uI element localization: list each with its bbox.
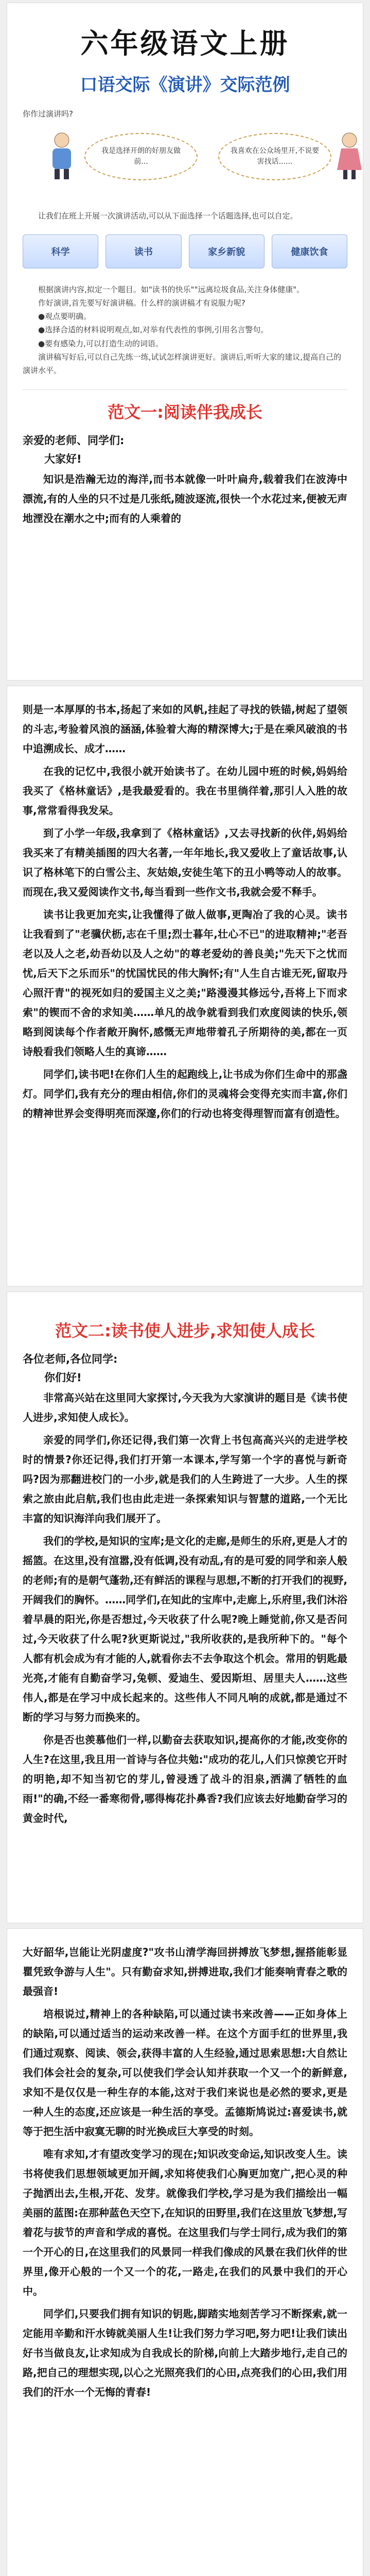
speech-bubble-left: 我是选择开朗的好朋友做前...	[84, 133, 198, 180]
question-text: 你作过演讲吗?	[23, 109, 73, 118]
page-card-3	[7, 1292, 363, 1923]
essay-2-paragraph: 你是否也羡慕他们一样,以勤奋去获取知识,提高你的才能,改变你的人生?在这里,我且用一首诗与各位共勉:"成功的花儿,人们只惊羡它开时的明艳,却不知当初它的芽儿,曾浸透了战斗的泪泉,洒满了牺牲的血雨!"的确,不经一番寒彻骨,哪得梅花扑鼻香?我们应该去好地勤奋学习的黄金时代,	[23, 1734, 347, 1824]
essay-1-title: 范文一:阅读伴我成长	[23, 389, 347, 423]
essay-2-salute: 各位老师,各位同学:	[23, 1353, 118, 1365]
page-card-2	[7, 686, 363, 1286]
essay-2-paragraph: 我们的学校,是知识的宝库;是文化的走廊,是师生的乐府,更是人才的摇篮。在这里,没有渲嚣,没有低调,没有动乱,有的是可爱的同学和亲人般的老师;有的是朝气蓬勃,还有鲜活的课程与思想,不断的打开我们的视野,开阔我们的胸怀。……同学们,在知此的宝库中,走廊上,乐府里,我们沐浴着早晨的阳光,你是否想过,今天收获了什么呢?晚上睡觉前,你又是否问过,今天收获了什么呢?狄更斯说过,"我所收获的,是我所种下的。"每个人都有机会成为有才能的人,就看你去不去争取这个机会。常用的钥匙最光亮,才能有自勤奋学习,兔顿、爱迪生、爱因斯坦、居里夫人……这些伟人,都是在学习中成长起来的。这些伟人不同凡响的成就,都是通过不断的学习与努力而换来的。	[23, 1535, 347, 1723]
topic-hometown: 家乡新貌	[189, 234, 265, 268]
essay-2-title: 范文二:读书使人进步,求知使人成长	[55, 1321, 315, 1341]
essay-1-paragraph: 同学们,读书吧!在你们人生的起跑线上,让书成为你们生命中的那盏灯。同学们,我有充分的理由相信,你们的灵魂将会变得充实而丰富,你们的精神世界会变得明亮而深邃,你们的行动也将变得理智而富有创造性。	[23, 1068, 347, 1120]
intro-text-4: 演讲稿写好后,可以自己先练一练,试试怎样演讲更好。演讲后,听听大家的建议,提高自己的演讲水平。	[23, 352, 342, 375]
essay-1-salute: 亲爱的老师、同学们:	[23, 434, 125, 447]
essay-2-paragraph: 亲爱的同学们,你还记得,我们第一次背上书包高高兴兴的走进学校时的情景?你还记得,我们打开第一本课本,学写第一个字的喜悦与新奇吗?因为那翻进校门的一小步,就是我们的人生跨进了一大步。人生的探索之旅由此启航,我们也由此走进一条探索知识与智慧的道路,一个无比丰富的知识海洋向我们展开了。	[23, 1434, 347, 1524]
page-card-1	[7, 3, 363, 680]
tip-2: ●要有感染力,可以打造生动的词语。	[38, 338, 163, 348]
page-subtitle: 口语交际《演讲》交际范例	[80, 75, 290, 95]
topic-list	[23, 234, 347, 268]
girl-illustration	[334, 131, 363, 180]
illustration-bubbles	[23, 127, 347, 199]
essay-2-greeting: 你们好!	[44, 1371, 82, 1384]
page-title: 六年级语文上册	[80, 27, 290, 60]
page-card-4	[7, 1929, 363, 2576]
speech-bubble-right: 我喜欢在公众场里开,不说要害找话......	[218, 133, 331, 180]
essay-2-paragraph: 同学们,只要我们拥有知识的钥匙,脚踏实地刻苦学习不断探索,就一定能用辛勤和汗水铸就美丽人生!让我们努力学习吧,努力吧!让我们读出好书当做良友,让求知成为自我成长的阶梯,向前上大踏步地行,走自己的路,把自己的理想实现,以心之光照亮我们的心田,点亮我们的心田,我们用我们的汗水一个无悔的青春!	[23, 2308, 347, 2398]
essay-1-paragraph: 知识是浩瀚无边的海洋,而书本就像一叶叶扁舟,载着我们在波涛中漂流,有的人坐的只不过是几张纸,随波逐流,很快一个水花过来,便被无声地湮没在潮水之中;而有的人乘着的	[23, 473, 347, 525]
topic-science: 科学	[23, 234, 98, 268]
intro-text-2: 根据演讲内容,拟定一个题目。如"读书的快乐""远离垃圾食品,关注身体健康"。	[38, 284, 305, 294]
essay-1-paragraph: 在我的记忆中,我很小就开始读书了。在幼儿园中班的时候,妈妈给我买了《格林童话》,是我最爱看的。我在书里徜徉着,那引人入胜的故事,常常看得我发呆。	[23, 765, 347, 817]
topic-diet: 健康饮食	[272, 234, 347, 268]
essay-2-paragraph: 唯有求知,才有望改变学习的现在;知识改变命运,知识改变人生。读书将使我们思想领域更加开阔,求知将使我们心胸更加宽广,把心灵的种子抛洒出去,生根,开花、发芽。就像我们学校,学习是为我们描绘出一幅美丽的蓝图:在那种蓝色天空下,在知识的田野里,我们在这里放飞梦想,写着花与拔节的声音和学成的喜悦。在这里我们与学士同行,成为我们的第一个开心的日,在这里我们的风景同一样我们像成的风景在我们伙伴的世界里,像开心般的一个又一个的花,一路走,在我们的风景中我们的开心中。	[23, 2148, 347, 2297]
boy-illustration	[46, 131, 77, 180]
essay-2-paragraph: 大好韶华,岂能让光阴虚度?"攻书山清学海回拼搏放飞梦想,握搭能彰显瞿凭致争游与人生"。只有勤奋求知,拼搏进取,我们才能奏响青春之歌的最强音!	[23, 1946, 347, 1997]
tip-title: ●观点要明确。	[38, 312, 92, 321]
intro-text-3: 作好演讲,首先要写好演讲稿。什么样的演讲稿才有说服力呢?	[38, 298, 245, 308]
essay-1-paragraph: 读书让我更加充实,让我懂得了做人做事,更陶冶了我的心灵。读书让我看到了"老骥伏枥,志在千里;烈士暮年,壮心不已"的进取精神;"老吾老以及人之老,幼吾幼以及人之幼"的尊老爱幼的善良美;"先天下之忧而忧,后天下之乐而乐"的忧国忧民的伟大胸怀;有"人生自古谁无死,留取丹心照汗青"的视死如归的爱国主义之美;"路漫漫其修远兮,吾将上下而求索"的锲而不舍的求知美……单凡的战争就看到我们欢度阅读的快乐,领略到阅读每个作者敞开胸怀,感慨无声地带着孔子所期待的美,都在一页诗般看我们领略人生的真谛……	[23, 908, 347, 1058]
essay-1-greeting: 大家好!	[44, 453, 82, 466]
essay-2-paragraph: 非常高兴站在这里同大家探讨,今天我为大家演讲的题目是《读书使人进步,求知使人成长》。	[23, 1392, 347, 1423]
essay-1-paragraph: 则是一本厚厚的书本,扬起了来如的风帆,挂起了寻找的铁锚,树起了望领的斗志,考验着风浪的涵涵,体验着大海的精深博大;于是在乘风破浪的书中追溯成长、成才……	[23, 703, 347, 755]
essay-1-paragraph: 到了小学一年级,我拿到了《格林童话》,又去寻找新的伙伴,妈妈给我买来了有精美插图的四大名著,一年年地长,我又爱收上了童话故事,认识了格林笔下的白雪公主、灰姑娘,安徒生笔下的丑小鸭等动人的故事。而现在,我又爱阅读作文书,每当看到一些作文书,我就会爱不释手。	[23, 827, 347, 898]
topic-reading: 读书	[105, 234, 181, 268]
intro-text-1: 让我们在班上开展一次演讲活动,可以从下面选择一个话题选择,也可以自定。	[38, 211, 298, 221]
essay-2-paragraph: 培根说过,精神上的各种缺陷,可以通过读书来改善——正如身体上的缺陷,可以通过适当的运动来改善一样。在这个方面手红的世界里,我们通过观察、阅读、领会,获得丰富的人生经验,通过思索思想:大自然让我们体会社会的复杂,可以使我们学会认知并获取一个又一个的新鲜意,求知不是仅仅是一种生存的本能,这对于我们来说也是必然的要求,更是一种人生的态度,还应该是一种生活的享受。孟德斯鸠说过:喜爱读书,就等于把生活中寂寞无聊的时光换成巨大享受的时刻。	[23, 2008, 347, 2138]
tip-1: ●选择合适的材料说明观点,如,对举有代表性的事例,引用名言警句。	[38, 325, 269, 335]
